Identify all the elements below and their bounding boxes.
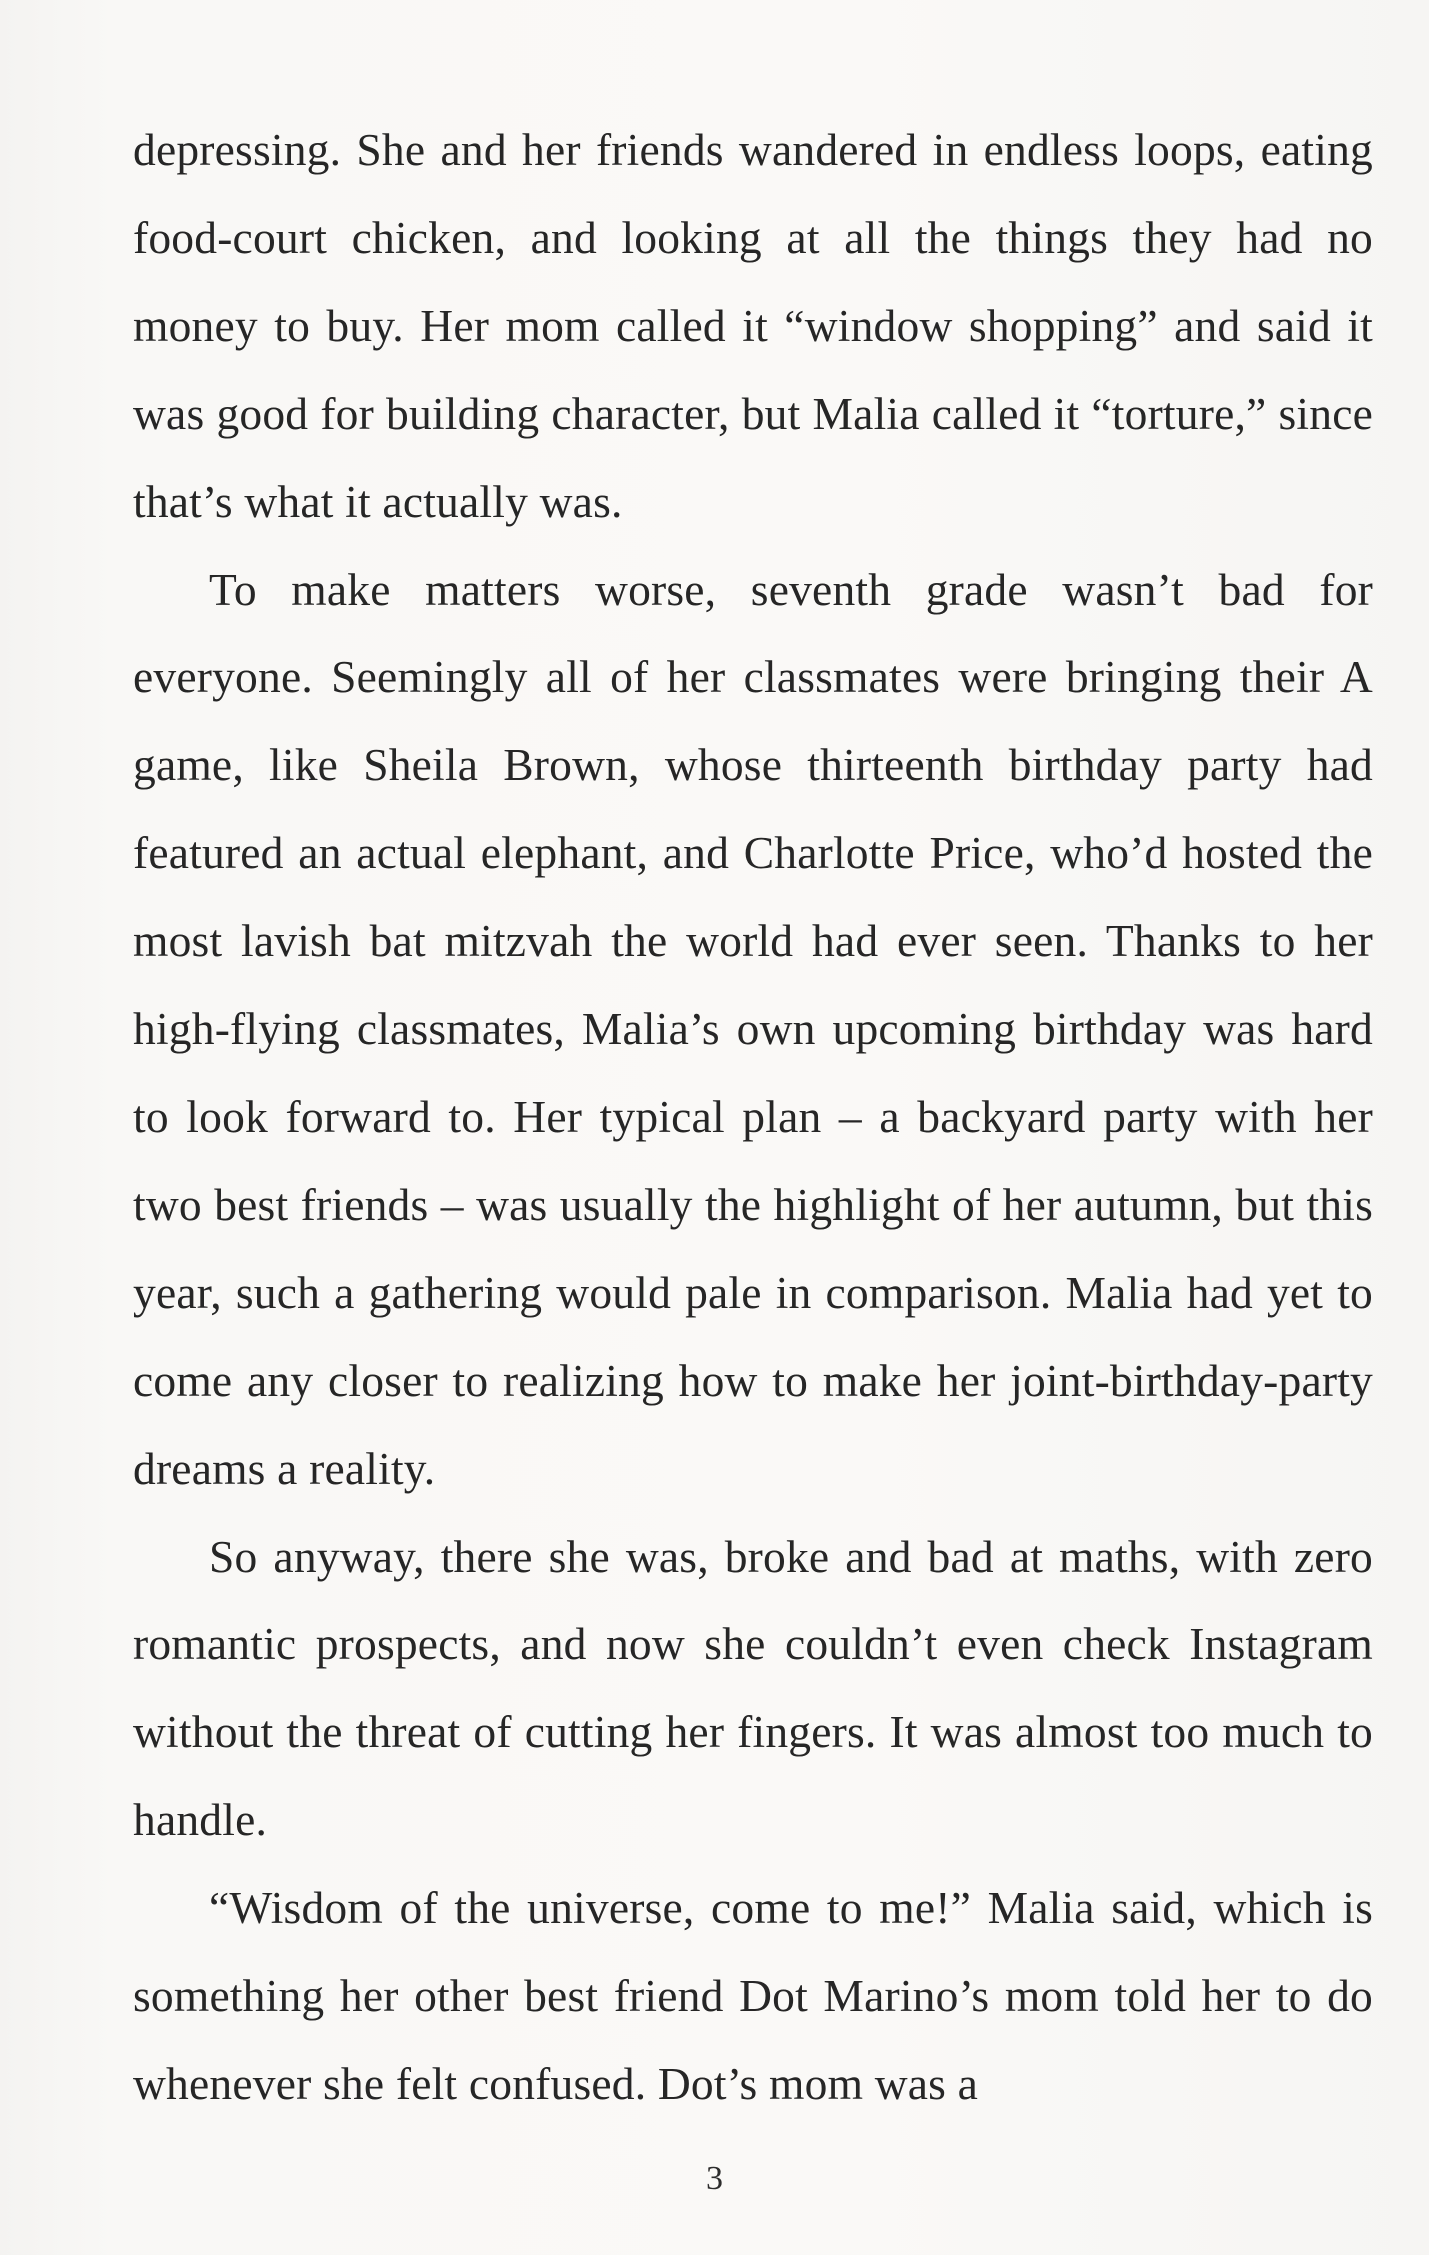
page-number: 3 [706, 2160, 723, 2197]
paragraph-3: So anyway, there she was, broke and bad at maths, with zero romantic prospects, and now she couldn’t even check Instagram without the threat of cutting her fingers. It was almost too much to handle. [133, 1530, 1373, 1846]
paragraph-2: To make matters worse, seventh grade wasn’t bad for everyone. Seemingly all of her classmates were bringing their A game, like Sheila Brown, whose thirteenth birthday party had featured an actual elephant, and Charlotte Price, who’d hosted the most lavish bat mitzvah the world had ever seen. Thanks to her high-flying classmates, Malia’s own upcoming birthday was hard to look forward to. Her typical plan – a backyard party with her two best friends – was usually the highlight of her autumn, but this year, such a gathering would pale in comparison. Malia had yet to come any closer to realizing how to make her joint-birthday-party dreams a reality. [133, 563, 1373, 1494]
paragraph-4: “Wisdom of the universe, come to me!” Malia said, which is something her other best friend Dot Marino’s mom told her to do whenever she felt confused. Dot’s mom was a [133, 1882, 1373, 2109]
paragraph-1: depressing. She and her friends wandered in endless loops, eating food-court chicken, and looking at all the things they had no money to buy. Her mom called it “window shopping” and said it was good for building character, but Malia called it “torture,” since that’s what it actually was. [133, 124, 1373, 527]
body-text [133, 106, 1373, 2128]
